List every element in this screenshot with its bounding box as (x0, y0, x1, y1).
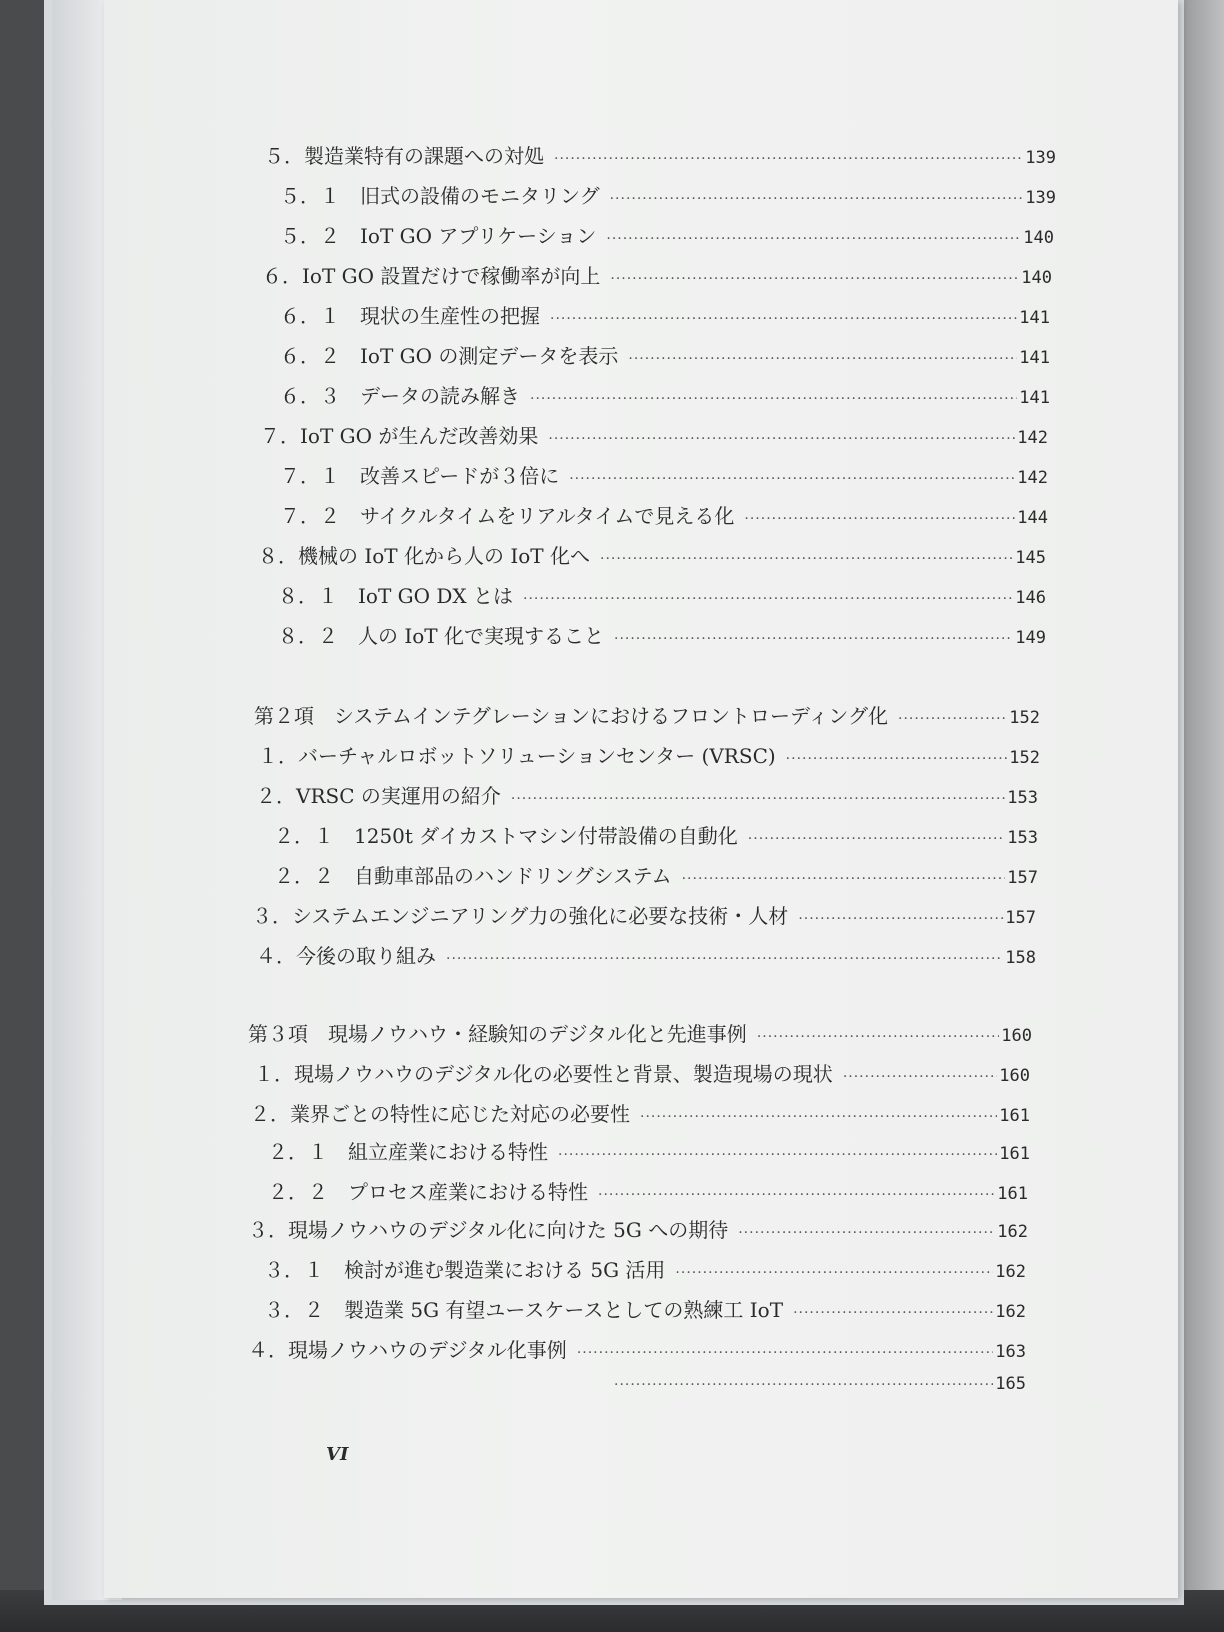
toc-entry-page: 142 (1017, 468, 1048, 488)
toc-entry-number: 第２項 (254, 704, 334, 728)
toc-entry-title: 現場ノウハウのデジタル化の必要性と背景、製造現場の現状 (294, 1062, 833, 1086)
toc-entry-page: 149 (1015, 628, 1046, 648)
toc-leader-dots (577, 1345, 993, 1361)
toc-leader-dots (550, 311, 1017, 327)
toc-entry-number: １． (254, 1062, 294, 1086)
toc-entry-number: ６．３ (280, 384, 360, 408)
toc-entry (254, 700, 1040, 730)
toc-entry (604, 1374, 1026, 1404)
toc-entry (278, 580, 1046, 610)
toc-entry-page: 153 (1007, 828, 1038, 848)
toc-entry-title: 今後の取り組み (296, 944, 436, 968)
toc-leader-dots (793, 1305, 993, 1321)
toc-entry-title: 製造業特有の課題への対処 (304, 144, 544, 168)
toc-entry-title: バーチャルロボットソリューションセンター (VRSC) (298, 744, 776, 768)
toc-leader-dots (511, 791, 1005, 807)
toc-entry (280, 460, 1048, 490)
toc-entry-page: 161 (997, 1184, 1028, 1204)
toc-entry (256, 940, 1036, 970)
toc-leader-dots (446, 951, 1003, 967)
toc-entry-page: 139 (1025, 148, 1056, 168)
toc-entry-number: ２． (256, 784, 296, 808)
toc-entry-page: 139 (1025, 188, 1056, 208)
toc-entry-page: 161 (999, 1144, 1030, 1164)
toc-leader-dots (558, 1147, 997, 1163)
toc-leader-dots (614, 631, 1013, 647)
toc-entry-page: 158 (1005, 948, 1036, 968)
toc-entry-number: １． (258, 744, 298, 768)
toc-entry-page: 160 (999, 1066, 1030, 1086)
toc-entry-title: 検討が進む製造業における 5G 活用 (344, 1258, 666, 1282)
toc-entry-title: 旧式の設備のモニタリング (360, 184, 600, 208)
toc-entry (264, 1294, 1026, 1324)
toc-leader-dots (675, 1265, 993, 1281)
toc-entry (250, 1098, 1030, 1128)
toc-entry-number: ６．２ (280, 344, 360, 368)
toc-entry-title: 現場ノウハウのデジタル化事例 (288, 1338, 567, 1362)
toc-entry-title: サイクルタイムをリアルタイムで見える化 (360, 504, 735, 528)
toc-entry-number: ４． (248, 1338, 288, 1362)
toc-entry-number: ８．２ (278, 624, 358, 648)
toc-leader-dots (548, 431, 1015, 447)
toc-leader-dots (569, 471, 1015, 487)
toc-entry-number: ２．１ (268, 1140, 348, 1164)
toc-leader-dots (640, 1109, 997, 1125)
toc-leader-dots (598, 1187, 995, 1203)
toc-entry (252, 900, 1036, 930)
toc-entry-page: 161 (999, 1106, 1030, 1126)
toc-entry-number: ３． (248, 1218, 288, 1242)
toc-entry-number: 第３項 (248, 1022, 328, 1046)
toc-leader-dots (554, 151, 1023, 167)
toc-entry-number: ８． (258, 544, 298, 568)
toc-leader-dots (898, 711, 1007, 727)
toc-entry-title: 現場ノウハウ・経験知のデジタル化と先進事例 (328, 1022, 747, 1046)
toc-entry (258, 740, 1040, 770)
toc-entry-page: 140 (1021, 268, 1052, 288)
toc-entry (280, 220, 1054, 250)
toc-entry-page: 162 (997, 1222, 1028, 1242)
toc-entry-number: ８．１ (278, 584, 358, 608)
toc-entry-number: ３．２ (264, 1298, 344, 1322)
toc-entry-number: ４． (256, 944, 296, 968)
toc-entry-number: ２．２ (274, 864, 354, 888)
toc-entry (280, 300, 1050, 330)
toc-entry-title: IoT GO の測定データを表示 (360, 344, 619, 368)
toc-entry-number: ７．２ (280, 504, 360, 528)
toc-leader-dots (682, 871, 1006, 887)
toc-entry (248, 1018, 1032, 1048)
toc-entry-title: IoT GO が生んだ改善効果 (300, 424, 539, 448)
toc-entry-page: 153 (1007, 788, 1038, 808)
toc-entry-number: ２． (250, 1102, 290, 1126)
toc-entry-title: 改善スピードが３倍に (360, 464, 560, 488)
toc-entry-page: 140 (1023, 228, 1054, 248)
toc-entry-title: 機械の IoT 化から人の IoT 化へ (298, 544, 590, 568)
toc-entry (264, 140, 1056, 170)
toc-entry-page: 162 (995, 1302, 1026, 1322)
toc-leader-dots (530, 391, 1017, 407)
toc-leader-dots (748, 831, 1005, 847)
toc-entry-page: 152 (1009, 748, 1040, 768)
toc-entry-page: 152 (1009, 708, 1040, 728)
toc-entry-page: 145 (1015, 548, 1046, 568)
toc-leader-dots (798, 911, 1003, 927)
toc-entry-number: ６．１ (280, 304, 360, 328)
toc-entry-number: ２．２ (268, 1180, 348, 1204)
toc-entry-number: ６． (262, 264, 302, 288)
toc-entry-title: 自動車部品のハンドリングシステム (354, 864, 672, 888)
toc-entry-title: 人の IoT 化で実現すること (358, 624, 604, 648)
toc-leader-dots (744, 511, 1015, 527)
toc-entry-title: 1250t ダイカストマシン付帯設備の自動化 (354, 824, 738, 848)
toc-entry (280, 500, 1048, 530)
toc-entry-title: IoT GO 設置だけで稼働率が向上 (302, 264, 601, 288)
toc-entry-page: 163 (995, 1342, 1026, 1362)
toc-entry (274, 820, 1038, 850)
toc-entry (280, 380, 1050, 410)
toc-entry (264, 1254, 1026, 1284)
toc-entry (278, 620, 1046, 650)
toc-entry-page: 141 (1019, 308, 1050, 328)
toc-entry (256, 780, 1038, 810)
toc-entry-title: 現状の生産性の把握 (360, 304, 540, 328)
toc-entry (258, 540, 1046, 570)
toc-entry-title: システムインテグレーションにおけるフロントローディング化 (334, 704, 888, 728)
toc-entry-number: ５．１ (280, 184, 360, 208)
toc-leader-dots (628, 351, 1017, 367)
toc-entry-number: ５．２ (280, 224, 360, 248)
toc-entry-number: ５． (264, 144, 304, 168)
toc-entry-number: ３．１ (264, 1258, 344, 1282)
toc-entry (280, 180, 1056, 210)
toc-entry-title: 業界ごとの特性に応じた対応の必要性 (290, 1102, 630, 1126)
toc-leader-dots (614, 1377, 993, 1393)
toc-leader-dots (600, 551, 1013, 567)
toc-entry-page: 144 (1017, 508, 1048, 528)
toc-entry (254, 1058, 1030, 1088)
toc-entry (262, 260, 1052, 290)
book-page (104, 0, 1178, 1598)
page-number: VI (326, 1444, 349, 1465)
toc-entry (260, 420, 1048, 450)
toc-entry-page: 146 (1015, 588, 1046, 608)
toc-entry-page: 142 (1017, 428, 1048, 448)
toc-leader-dots (757, 1029, 999, 1045)
toc-entry-page: 160 (1001, 1026, 1032, 1046)
toc-leader-dots (786, 751, 1008, 767)
toc-entry (268, 1176, 1028, 1206)
toc-entry-title: IoT GO DX とは (358, 584, 513, 608)
toc-entry-title: 組立産業における特性 (348, 1140, 548, 1164)
toc-leader-dots (606, 231, 1021, 247)
toc-leader-dots (738, 1225, 995, 1241)
toc-entry-title: データの読み解き (360, 384, 520, 408)
toc-entry (268, 1136, 1030, 1166)
toc-leader-dots (843, 1069, 997, 1085)
toc-entry-title: 製造業 5G 有望ユースケースとしての熟練工 IoT (344, 1298, 784, 1322)
toc-entry-title: システムエンジニアリング力の強化に必要な技術・人材 (292, 904, 789, 928)
toc-entry-title: VRSC の実運用の紹介 (296, 784, 501, 808)
toc-entry-title: プロセス産業における特性 (348, 1180, 588, 1204)
toc-entry-page: 162 (995, 1262, 1026, 1282)
toc-entry-page: 141 (1019, 348, 1050, 368)
toc-entry-page: 141 (1019, 388, 1050, 408)
toc-entry-title: 現場ノウハウのデジタル化に向けた 5G への期待 (288, 1218, 729, 1242)
toc-leader-dots (523, 591, 1013, 607)
toc-entry-number: ７．１ (280, 464, 360, 488)
toc-entry-page: 157 (1007, 868, 1038, 888)
toc-entry-page: 165 (995, 1374, 1026, 1394)
toc-entry (248, 1334, 1026, 1364)
toc-entry-number: ７． (260, 424, 300, 448)
toc-entry-number: ３． (252, 904, 292, 928)
toc-entry-page: 157 (1005, 908, 1036, 928)
toc-leader-dots (610, 271, 1019, 287)
toc-entry (248, 1214, 1028, 1244)
toc-entry-title: IoT GO アプリケーション (360, 224, 597, 248)
toc-entry (274, 860, 1038, 890)
toc-entry (280, 340, 1050, 370)
toc-leader-dots (610, 191, 1024, 207)
toc-entry-number: ２．１ (274, 824, 354, 848)
